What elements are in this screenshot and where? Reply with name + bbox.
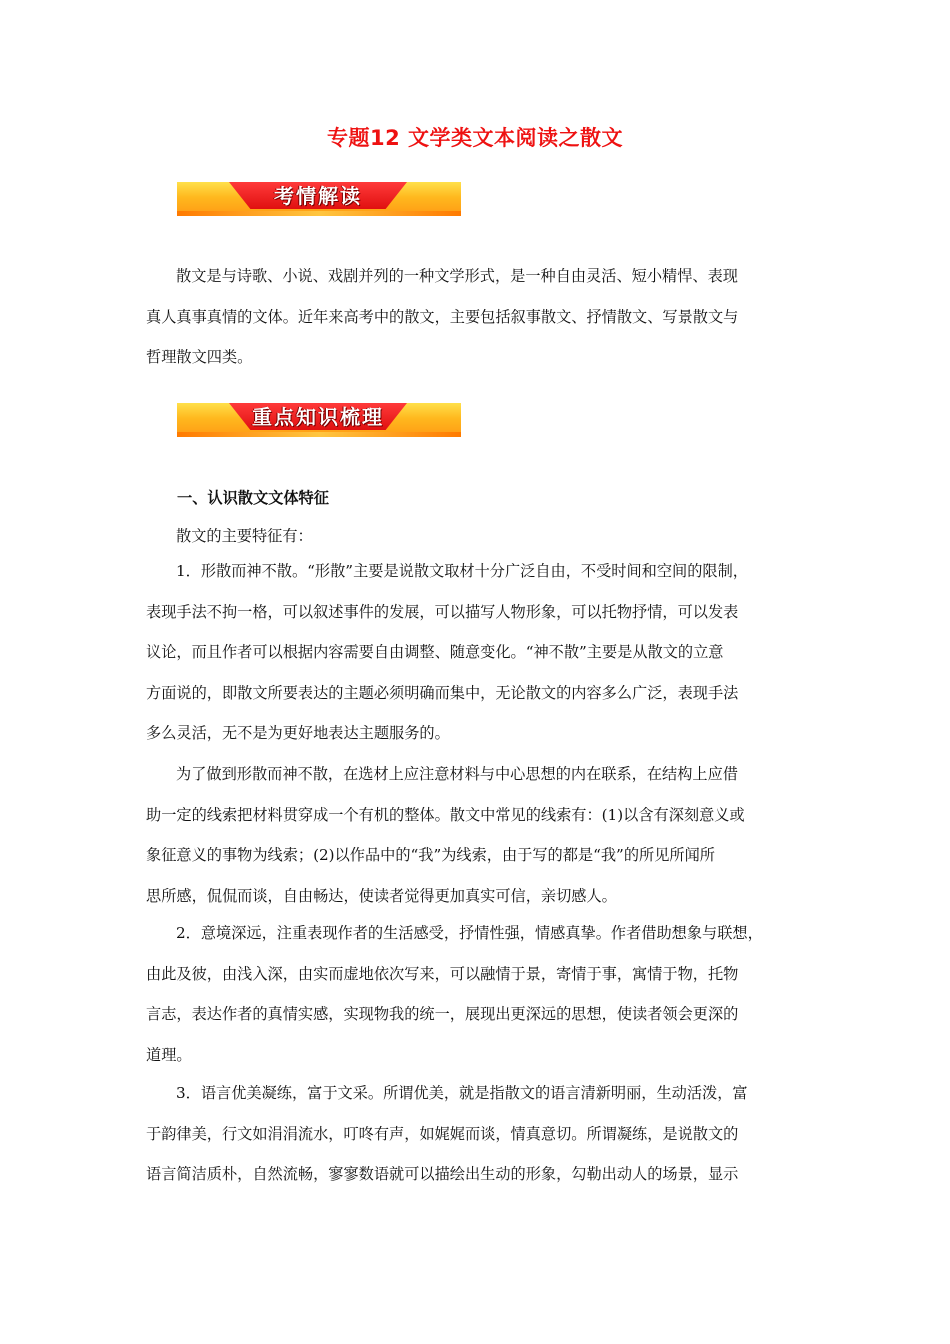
banner-zhongdian xyxy=(177,403,461,437)
text-line: 道理。 xyxy=(146,1045,192,1064)
text-line: 散文是与诗歌、小说、戏剧并列的一种文学形式，是一种自由灵活、短小精悍、表现 xyxy=(176,267,738,285)
banner-kaoqing xyxy=(177,182,461,216)
text-line: 3．语言优美凝练，富于文采。所谓优美，就是指散文的语言清新明丽，生动活泼，富 xyxy=(176,1084,748,1102)
banner-stripe xyxy=(177,211,461,216)
text-line: 象征意义的事物为线索；(2)以作品中的“我”为线索，由于写的都是“我”的所见所闻所 xyxy=(146,846,715,864)
feature-3-paragraph xyxy=(146,1073,808,1195)
text-line: 方面说的，即散文所要表达的主题必须明确而集中，无论散文的内容多么广泛，表现手法 xyxy=(146,683,739,702)
page-title: 专题12 文学类文本阅读之散文 xyxy=(326,126,624,150)
text-line: 语言简洁质朴，自然流畅，寥寥数语就可以描绘出生动的形象，勾勒出动人的场景，显示 xyxy=(146,1165,739,1183)
text-line: 2．意境深远，注重表现作者的生活感受，抒情性强，情感真挚。作者借助想象与联想， xyxy=(176,924,763,942)
text-line: 助一定的线索把材料贯穿成一个有机的整体。散文中常见的线索有：(1)以含有深刻意义或 xyxy=(146,805,745,824)
text-line: 散文的主要特征有： xyxy=(176,527,313,545)
banner-stripe xyxy=(177,432,461,437)
text-line: 思所感，侃侃而谈，自由畅达，使读者觉得更加真实可信，亲切感人。 xyxy=(146,886,617,905)
banner-label: 重点知识梳理 xyxy=(252,405,384,429)
clue-paragraph xyxy=(146,754,808,916)
section-heading: 一、认识散文文体特征 xyxy=(177,489,329,507)
feature-2-paragraph xyxy=(146,913,808,1075)
text-line: 由此及彼，由浅入深，由实而虚地依次写来，可以融情于景，寄情于事，寓情于物，托物 xyxy=(146,964,739,983)
feature-1-paragraph xyxy=(146,551,808,754)
text-line: 哲理散文四类。 xyxy=(146,348,253,366)
text-line: 真人真事真情的文体。近年来高考中的散文，主要包括叙事散文、抒情散文、写景散文与 xyxy=(146,307,739,326)
banner-label: 考情解读 xyxy=(274,184,362,208)
intro-paragraph xyxy=(146,256,808,378)
text-line: 议论，而且作者可以根据内容需要自由调整、随意变化。“神不散”主要是从散文的立意 xyxy=(146,643,724,661)
text-line: 表现手法不拘一格，可以叙述事件的发展，可以描写人物形象，可以托物抒情，可以发表 xyxy=(146,602,739,621)
text-line: 于韵律美，行文如涓涓流水，叮咚有声，如娓娓而谈，情真意切。所谓凝练，是说散文的 xyxy=(146,1124,739,1143)
text-line: 多么灵活，无不是为更好地表达主题服务的。 xyxy=(146,724,450,742)
text-line: 1．形散而神不散。“形散”主要是说散文取材十分广泛自由，不受时间和空间的限制， xyxy=(176,562,748,580)
text-line: 为了做到形散而神不散，在选材上应注意材料与中心思想的内在联系，在结构上应借 xyxy=(176,765,738,783)
text-line: 言志，表达作者的真情实感，实现物我的统一，展现出更深远的思想，使读者领会更深的 xyxy=(146,1005,739,1023)
